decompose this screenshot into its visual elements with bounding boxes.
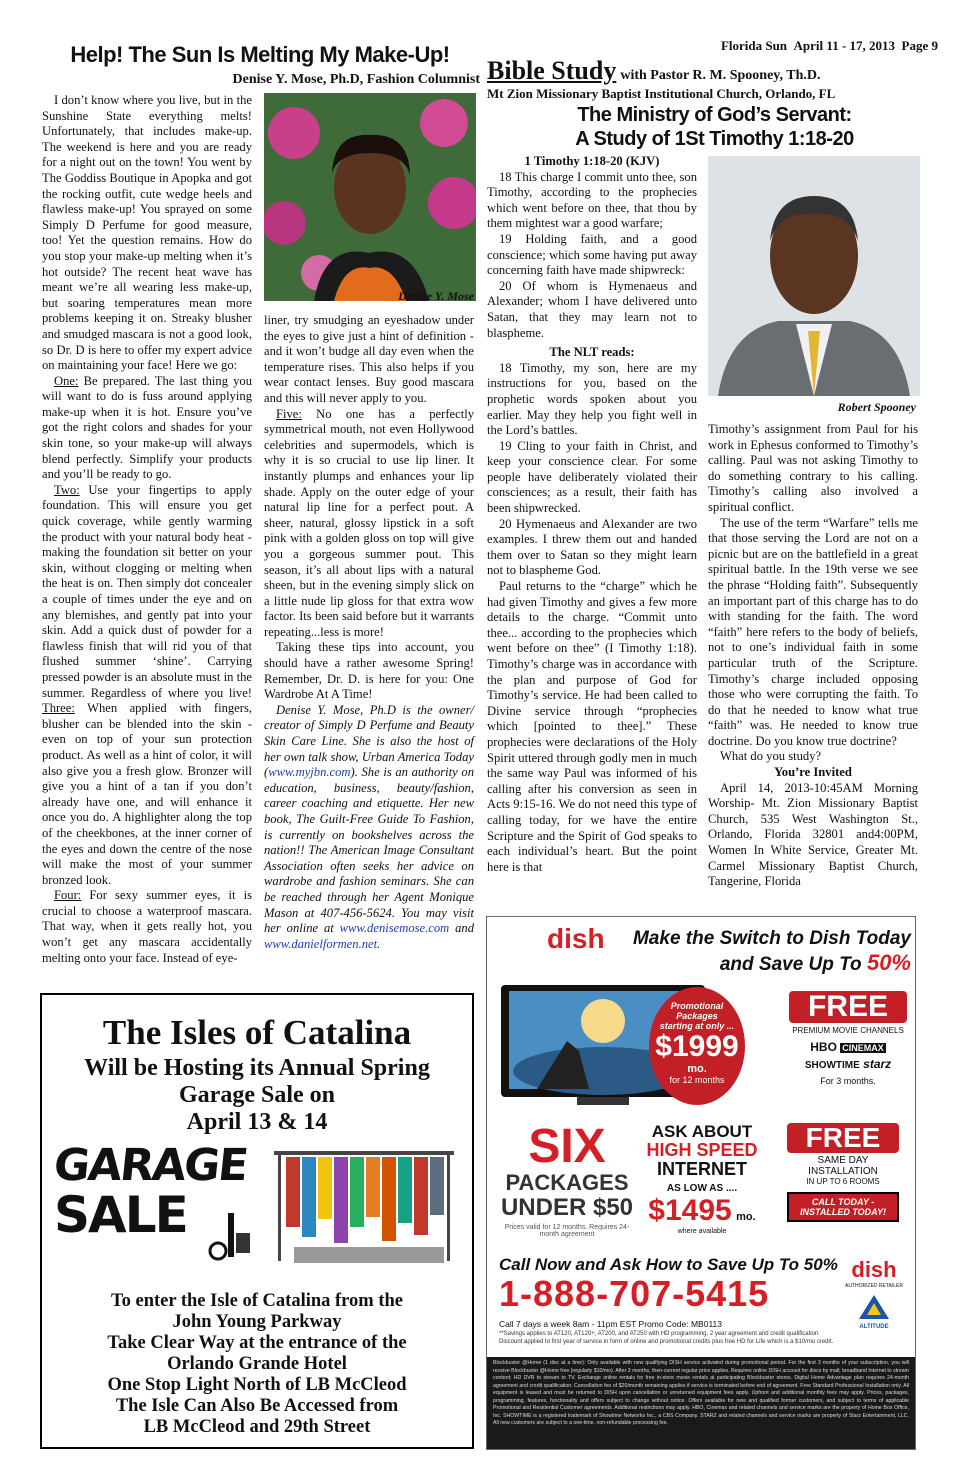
tip-three-text: When applied with fingers, blusher can be blended into the skin - even on top of your sun protection product. As well as a hint of color, it will also give you a fresh glow. Bronzer will give you a hint of a tan if you don’t already have one, and will enhance it once you do. A highlighter along the top of the cheekbones, at the inner corner of the eyes and down the centre of the nose will make the most of your summer bronzed look. — [42, 701, 252, 887]
church-name: Mt Zion Missionary Baptist Institutional Church, Orlando, FL — [487, 86, 836, 101]
promo-price: $1999 — [655, 1030, 739, 1063]
bible-headline-1: The Ministry of God’s Servant: — [577, 104, 852, 126]
cinemax-logo: CINEMAX — [842, 1043, 884, 1053]
promo-badge — [649, 987, 745, 1105]
nlt-verse-18: 18 Timothy, my son, here are my instructions for you, based on the prophetic words spoken about you earlier. May they help you fight well in the Lord’s battles. — [487, 360, 697, 438]
bible-col-right — [708, 422, 918, 890]
dir-line-6: The Isle Can Also Be Accessed from — [115, 1396, 399, 1416]
bible-right-p1: Timothy’s assignment from Paul for his work in Ephesus conformed to Timothy’s calling. Paul was not asking Timothy to do something contrary to his calling. Timothy’s calling also involved a spiritual conflict. — [708, 422, 918, 514]
sale-word: SALE — [54, 1186, 187, 1244]
page-number: Page 9 — [901, 38, 938, 53]
denise-photo — [264, 93, 476, 301]
dish-logo: dish — [547, 923, 605, 954]
paper-name: Florida Sun — [720, 38, 788, 53]
makeup-intro: I don’t know where you live, but in the Sunshine State everything melts! Unfortunately, that includes make-up. The weekend is here and you are ready for a night out on the town! You went by The Goddiss Boutique in Apopka and got the rocking outfit, cute wedge heels and flawless make-up! You sprayed on some Simply D Perfume for good measure, too! Yet the question remains. How do you stop your make-up melting when it’s hot outside? The recent heat wave has meant we’re all wearing less make-up, but soaring temperatures mean more problems keeping it on. Streaky blusher and smudged mascara is not a good look, so Dr. D is here to offer my expert advice on maintaining your face! Here we go: — [42, 93, 252, 373]
promo-months: for 12 months — [669, 1075, 725, 1085]
six-packages-box — [497, 1120, 637, 1238]
ask-about: ASK ABOUT — [651, 1122, 753, 1141]
denise-caption: Denise Y. Mose — [398, 289, 474, 303]
free-install-label: FREE — [787, 1123, 899, 1153]
free-premium-box — [789, 991, 907, 1101]
bible-right-p3: What do you study? — [720, 749, 822, 764]
tip-two-text: Use your fingertips to apply foundation. This will ensure you get quick coverage, while gently warming the product with your natural body heat - making the foundation sit better on your skin, without clogging or melting when the heat is on. Then simply dot concealer a couple of times under the eye and on any blemishes, and gently pat into your skin. Add a quick dust of powder for a flawless finish that will rid you of that flushed summer ‘shine’. Carrying pressed powder is an absolute must in the summer. Regardless of where you live! — [42, 482, 252, 700]
spooney-photo — [708, 156, 920, 396]
dir-line-2: John Young Parkway — [172, 1312, 342, 1332]
where-available: where available — [677, 1228, 727, 1235]
altitude-name: ALTITUDE — [859, 1324, 889, 1330]
internet-label: INTERNET — [657, 1159, 747, 1179]
catalina-directions — [42, 1291, 472, 1438]
bible-right-p2: The use of the term “Warfare” tells me that those serving the Lord are not on a picnic but are on the battlefield in a great spiritual battle. In the 19th verse we see the phrase “Holding faith”. Subsequently an important part of this charge has to do with standing for the faith. The word “faith” here refers to the body of beliefs, not to one’s individual faith in some particular truth of the Scripture. Timothy’s charge included opposing those who were corrupting the faith. To do that he needed to know what true “faith” was. He needed to know true doctrine. Do you know true doctrine? — [708, 515, 918, 748]
nlt-heading: The NLT reads: — [549, 345, 635, 360]
tip-four-label: Four: — [54, 888, 82, 903]
tip-one-text: Be prepared. The last thing you will want to do is fuss around applying make-up when it is hot. Ensure you’ve got the right colors and shades for your skin tone, so your make-up will always blend perfectly. Simplify your products and you’ll be ready to go. — [42, 373, 252, 482]
dish-headline — [625, 927, 911, 977]
kjv-heading: 1 Timothy 1:18-20 (KJV) — [524, 154, 660, 168]
altitude-logo-icon — [859, 1295, 889, 1319]
denisemose-link[interactable]: www.denisemose.com — [339, 921, 450, 936]
call-now-line: Call Now and Ask How to Save Up To 50% — [499, 1255, 838, 1274]
catalina-line2: Will be Hosting its Annual Spring — [84, 1055, 430, 1081]
spooney-caption: Robert Spooney — [837, 400, 916, 414]
catalina-title: The Isles of Catalina — [102, 1013, 412, 1052]
makeup-byline: Denise Y. Mose, Ph.D, Fashion Columnist — [232, 72, 480, 87]
garage-word: GARAGE — [51, 1140, 250, 1191]
free-premium-sub: PREMIUM MOVIE CHANNELS — [792, 1026, 904, 1035]
bible-headline-2: A Study of 1St Timothy 1:18-20 — [575, 128, 854, 150]
rooms: IN UP TO 6 ROOMS — [806, 1177, 880, 1186]
bible-col-left — [487, 154, 697, 875]
internet-price: $1495 — [648, 1194, 732, 1227]
high-speed: HIGH SPEED — [646, 1140, 758, 1160]
same-day: SAME DAY — [817, 1155, 869, 1166]
page-header — [668, 38, 938, 54]
hbo-logo: HBO — [810, 1040, 837, 1054]
packages-label: PACKAGES — [505, 1170, 629, 1195]
as-low-as: AS LOW AS .... — [666, 1183, 738, 1194]
internet-mo: mo. — [736, 1211, 756, 1223]
dir-line-3: Take Clear Way at the entrance of the — [107, 1333, 407, 1353]
dir-line-4: Orlando Grande Hotel — [167, 1354, 347, 1374]
bible-study-title: Bible Study — [487, 56, 617, 85]
call-today-button[interactable]: CALL TODAY - INSTALLED TODAY! — [787, 1192, 899, 1222]
tip-five-text: No one has a perfectly symmetrical mouth, not even Hollywood celebrities and supermodels, which is why it is so crucial to use lip liner. It instantly plumps and enhances your lip shade. Apply on the outer edge of your natural lip line for a perfect pout. A sheer, natural, glossy lipstick in a soft pink with a golden gloss on top will give you a gorgeous summer pout. This season, it’s all about lips with a natural sheen, but in the evening simply slick on a little nude lip gloss for that extra wow factor. Its been said before but it warrants repeating...less is more! — [264, 406, 474, 639]
internet-box — [637, 1123, 767, 1235]
dir-line-5: One Stop Light North of LB McCleod — [107, 1375, 407, 1395]
showtime-logo: SHOWTIME — [804, 1060, 860, 1071]
tip-one-label: One: — [54, 373, 79, 388]
dish-headline-pct: 50% — [866, 950, 911, 975]
six-note: Prices valid for 12 months. Requires 24-month agreement — [504, 1224, 630, 1238]
issue-date: April 11 - 17, 2013 — [793, 38, 896, 53]
install-box — [787, 1123, 899, 1222]
nlt-verse-20: 20 Hymenaeus and Alexander are two examples. I threw them out and handed them over to Satan so they might learn not to blaspheme God. — [487, 516, 697, 578]
makeup-col1 — [42, 93, 252, 966]
installation: INSTALLATION — [808, 1166, 878, 1177]
dish-savings-note: **Savings applies to AT120, AT120+, AT200, and AT250 with HD programming, 2 year agreement and credit qualification. Discount applied to first year of service in form of online and promotional credits plus free HD for Life which is a $10/mo credit. — [499, 1331, 834, 1345]
promo-top: Promotional Packages starting at only ... — [659, 1001, 735, 1031]
kjv-verse-19: 19 Holding faith, and a good conscience; which some having put away concerning faith have made shipwreck: — [487, 231, 697, 278]
catalina-ad — [40, 993, 474, 1449]
author-bio: Denise Y. Mose, Ph.D is the owner/ creator of Simply D Perfume and Beauty Skin Care Line. She is also the host of her own talk show, Urban America Today (www.myjbn.com). She is an authority on education, business, beauty/fashion, career coaching and etiquette. Her new book, The Guilt-Free Guide To Fashion, is currently on bookshelves across the nation!! The American Image Consultant Association often seeks her advice on wardrobe and fashion seminars. She can be reached through her Agent Monique Mason at 407-456-5624. You may visit her online at www.denisemose.com and www.danielformen.net. — [264, 702, 474, 951]
authorized-retailer: AUTHORIZED RETAILER — [845, 1283, 903, 1289]
tip-four-text: For sexy summer eyes, it is crucial to choose a waterproof mascara. That way, when it gets really hot, you won’t get any mascara accidentally melting onto your face. Instead of eye- — [42, 888, 252, 965]
catalina-dates: April 13 & 14 — [186, 1109, 328, 1135]
kjv-verse-20: 20 Of whom is Hymenaeus and Alexander; whom I have delivered unto Satan, that they may learn not to blaspheme. — [487, 278, 697, 340]
dish-fine-print: Blockbuster @Home (1 disc at a time): Only available with new qualifying DISH service activated during promotional period. For the first 3 months of your subscription, you will receive Blockbuster @Home free (regularly $10/mo). After 3 months, then-current regular price applies. Requires online DISH account for discs by mail; broadband Internet to stream content; HD DVR to stream to TV. Exchange online rentals for free in-store movie rentals at participating Blockbuster stores. Digital Home Advantage plan requires 24-month agreement and credit qualification. Cancellation fee of $20/month remaining applies if service is terminated before end of agreement. Free Standard Professional Installation only. All equipment is leased and must be returned to DISH upon cancellation or unreturned equipment fees apply. Upfront and additional monthly fees may apply. Prices, packages, programming, features, functionality and offers subject to change without notice. Offers available for new and qualified former customers, and subject to terms of applicable Promotional and Residential Customer agreements. Additional restrictions may apply. HBO, Cinemax and related channels and service marks are the property of Home Box Office, Inc. SHOWTIME is a registered trademark of Showtime Networks Inc., a CBS Company. STARZ and related channels and service marks are property of Starz Entertainment, LLC. All new customers are subject to a one-time, non-refundable processing fee. — [493, 1360, 909, 1426]
dish-retailer-box — [839, 1257, 909, 1330]
dish-headline-1: Make the Switch to Dish Today — [632, 928, 911, 949]
makeup-closing: Taking these tips into account, you should have a rather awesome Spring! Remember, Dr. D. is here for you: One Wardrobe At A Time! — [264, 640, 474, 702]
invited-text: April 14, 2013-10:45AM Morning Worship- Mt. Zion Missionary Baptist Church, 535 West Washington St., Orlando, Florida 32801 and4:00PM, Women In White Service, Greater Mt. Carmel Missionary Baptist Church, Tangerine, Florida — [708, 780, 918, 889]
dish-ad — [486, 916, 916, 1450]
kjv-verse-18: 18 This charge I commit unto thee, son Timothy, according to the prophecies which went before on thee, that thou by them mightest war a good warfare; — [487, 169, 697, 231]
dir-line-7: LB McCleod and 29th Street — [143, 1417, 371, 1437]
dish-hours: Call 7 days a week 8am - 11pm EST Promo Code: MB0113 — [499, 1319, 722, 1329]
free-premium-months: For 3 months. — [820, 1076, 876, 1086]
garage-sale-graphic — [51, 1140, 254, 1265]
dir-line-1: To enter the Isle of Catalina from the — [110, 1291, 404, 1311]
tip-two-label: Two: — [54, 482, 80, 497]
pastor-line: with Pastor R. M. Spooney, Th.D. — [620, 68, 821, 83]
free-premium-label: FREE — [789, 991, 907, 1023]
dish-logo-small: dish — [851, 1257, 897, 1282]
invited-heading: You’re Invited — [774, 765, 852, 780]
tip-five-label: Five: — [276, 406, 302, 421]
under-label: UNDER $50 — [500, 1194, 634, 1221]
nlt-verse-19: 19 Cling to your faith in Christ, and keep your conscience clear. For some people have deliberately violated their consciences; as a result, their faith has been shipwrecked. — [487, 438, 697, 516]
promo-mo: mo. — [687, 1063, 707, 1075]
six-label: SIX — [528, 1120, 606, 1173]
catalina-line3: Garage Sale on — [179, 1082, 335, 1108]
dish-headline-2: and Save Up To — [719, 954, 862, 975]
bible-study-header — [487, 56, 942, 86]
starz-logo: starz — [863, 1057, 892, 1071]
dish-phone[interactable]: 1-888-707-5415 — [499, 1273, 770, 1314]
makeup-title: Help! The Sun Is Melting My Make-Up! — [70, 42, 450, 67]
makeup-col2 — [264, 313, 474, 952]
bible-commentary: Paul returns to the “charge” which he had given Timothy and gives a few more details to the charge. “Commit unto thee... according to the prophecies which went before on thee” (I Timothy 1:18). Timothy’s charge was in accordance with the plan and purpose of God for Timothy’s service. He had been called to Divine service through “prophecies which [pointed to thee].” These prophecies were declarations of the Holy Spirit uttered through godly men in much the same way Paul was informed of his calling after his conversion as seen in Acts 9:15-16. We do not need this type of calling today, for we have the entire Scripture and the Spirit of God speaks to each individual’s heart. But the point here is that — [487, 579, 697, 874]
makeup-col2-continued: liner, try smudging an eyeshadow under the eyes to give just a hint of definition - and it won’t budge all day even when the temperature rises. This also helps if you wear contact lenses. Buy good mascara and this will never apply to you. — [264, 313, 474, 405]
myjbn-link[interactable]: www.myjbn.com — [268, 765, 351, 780]
danielformen-link[interactable]: www.danielformen.net — [264, 936, 378, 951]
tip-three-label: Three: — [42, 701, 75, 716]
clothes-rack-graphic — [264, 1143, 464, 1267]
dish-fine-print-box — [487, 1357, 915, 1449]
